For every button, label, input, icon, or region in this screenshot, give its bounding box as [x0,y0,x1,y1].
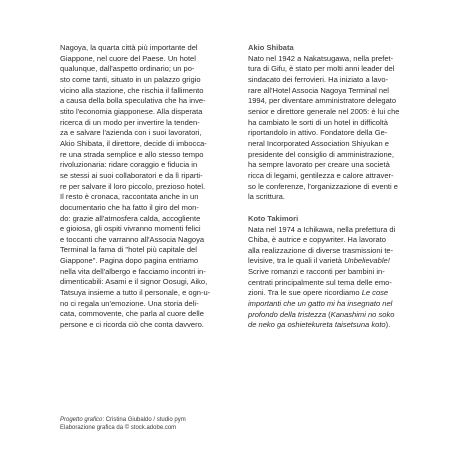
synopsis-column [60,43,232,331]
synopsis-line: re una strada semplice e allo stesso tempo [60,149,204,159]
bio-line: so le conferenze, l'organizzazione di eventi e [248,181,398,191]
bio-line: senior e direttore generale nel 2005: è lui che [248,106,400,116]
synopsis-line: qualunque, dall'aspetto ordinario; un po- [60,64,195,74]
bio-line: Nato nel 1942 a Nakatsugawa, nella prefet- [248,53,394,63]
author-name-akio-shibata: Akio Shibata [248,43,294,52]
bio-line: sindacato dei ferrovieri. Ha iniziato a lavo- [248,74,389,84]
bio-text: ( [326,309,331,319]
book-title-original: Kanashimi no soko [330,309,395,319]
spacer [248,203,416,214]
credits-label: Progetto grafico [60,417,103,423]
synopsis-line: ricerca di un modo per invertire la tenden- [60,117,200,127]
credits-image: Elaborazione grafica da © stock.adobe.com [60,425,177,431]
credits [60,416,186,432]
bio-line [248,310,416,321]
synopsis-line: Il resto è cronaca, raccontata anche in un [60,192,199,202]
bio-line: Scrive romanzi e racconti per bambini in- [248,267,385,277]
bio-line: alla realizzazione di diverse trasmissioni te- [248,245,394,255]
synopsis-line: za e salvare l'azienda con i suoi lavoratori, [60,128,202,138]
synopsis-line: Giappone, nel cuore del Paese. Un hotel [60,53,196,63]
book-title: importanti che un gatto mi ha insegnato nel [248,299,393,309]
bio-line: la scrittura. [248,192,285,202]
credits-design [60,416,186,424]
synopsis-line: Tatsuya insieme a tutto il personale, e ogn-u- [60,288,211,298]
synopsis-line: a causa della bolla speculativa che ha inve- [60,96,206,106]
synopsis-line: sto come tanti, situato in un palazzo grigio [60,74,201,84]
bio-line: 1994, per diventare amministratore delegato [248,96,397,106]
synopsis-line: se stessi ai suoi collaboratori e da lì riparti- [60,170,203,180]
synopsis-line: no ci regala un'emozione. Una storia deli- [60,298,199,308]
bio-line [248,320,416,331]
author-bios-column [248,43,416,331]
synopsis-line: persone e ci ricorda ciò che conta davvero. [60,320,204,330]
synopsis-line: stito l'economia giapponese. Alla disperata [60,106,203,116]
bio-line [248,256,416,267]
bio-line: Nata nel 1974 a Ichikawa, nella prefettura di [248,224,396,234]
bio-line: centrati principalmente sul tema delle emo- [248,277,392,287]
bio-line: Chiba, è autrice e copywriter. Ha lavorato [248,235,387,245]
synopsis-line: cata, commovente, che parla al cuore delle [60,309,204,319]
synopsis-line: re per salvare il loro piccolo, prezioso hotel. [60,181,206,191]
synopsis-line: Giappone". Pagina dopo pagina entriamo [60,256,199,266]
credits-value: : Cristina Giubaldo / studio pym [102,417,186,423]
bio-line: tura di Gifu, è stato per molti anni leader del [248,64,395,74]
bio-koto-takimori [248,225,416,332]
bio-text: levisive, tra le quali il varietà [248,256,345,266]
bio-text: zioni. Tra le sue opere ricordiamo [248,288,362,298]
author-name-koto-takimori: Koto Takimori [248,213,299,223]
bio-line: neral Incorporated Association Shiyukan e [248,138,389,148]
bio-line: rare all'Hotel Associa Nagoya Terminal nel [248,85,389,95]
synopsis-line: Nagoya, la quarta città più importante del [60,43,198,52]
tv-show-title: Unbelievable! [344,256,390,266]
synopsis-line: e gioiosa, gli ospiti vivranno momenti felici [60,224,201,234]
bio-akio-shibata [248,54,416,203]
bio-line [248,299,416,310]
bio-line: ha cambiato le sorti di un hotel in difficoltà [248,117,388,127]
book-title: Le cose [361,288,389,298]
bio-line: ricca di legami, gentilezza e calore attraver- [248,170,394,180]
bio-line: presidente del consiglio di amministrazione, [248,149,394,159]
synopsis-line: nella vita dell'albergo e facciamo incontri in- [60,266,206,276]
synopsis-line: vicino alla stazione, che rischia il fallimento [60,85,204,95]
synopsis-line: do: grazie all'atmosfera calda, accogliente [60,213,201,223]
synopsis-line: Terminal la fama di "hotel più capitale del [60,245,197,255]
synopsis-line: dimenticabili: Asami e il signor Oosugi, Aiko, [60,277,208,287]
book-title: profondo della tristezza [248,309,327,319]
book-title-original: de neko ga oshietekureta taisetsuna koto [248,320,386,330]
bio-line: riportandolo in attivo. Fondatore della Ge- [248,128,388,138]
synopsis-line: Akio Shibata, il direttore, decide di imbocca- [60,138,207,148]
synopsis-line: documentario che ha fatto il giro del mon- [60,202,199,212]
synopsis-line: rivoluzionaria: ridare coraggio e fiducia in [60,160,198,170]
bio-line: ha sempre lavorato per creare una società [248,160,390,170]
synopsis-line: e toccanti che varranno all'Associa Nagoya [60,234,205,244]
bio-text: ). [385,320,391,330]
bio-line [248,288,416,299]
